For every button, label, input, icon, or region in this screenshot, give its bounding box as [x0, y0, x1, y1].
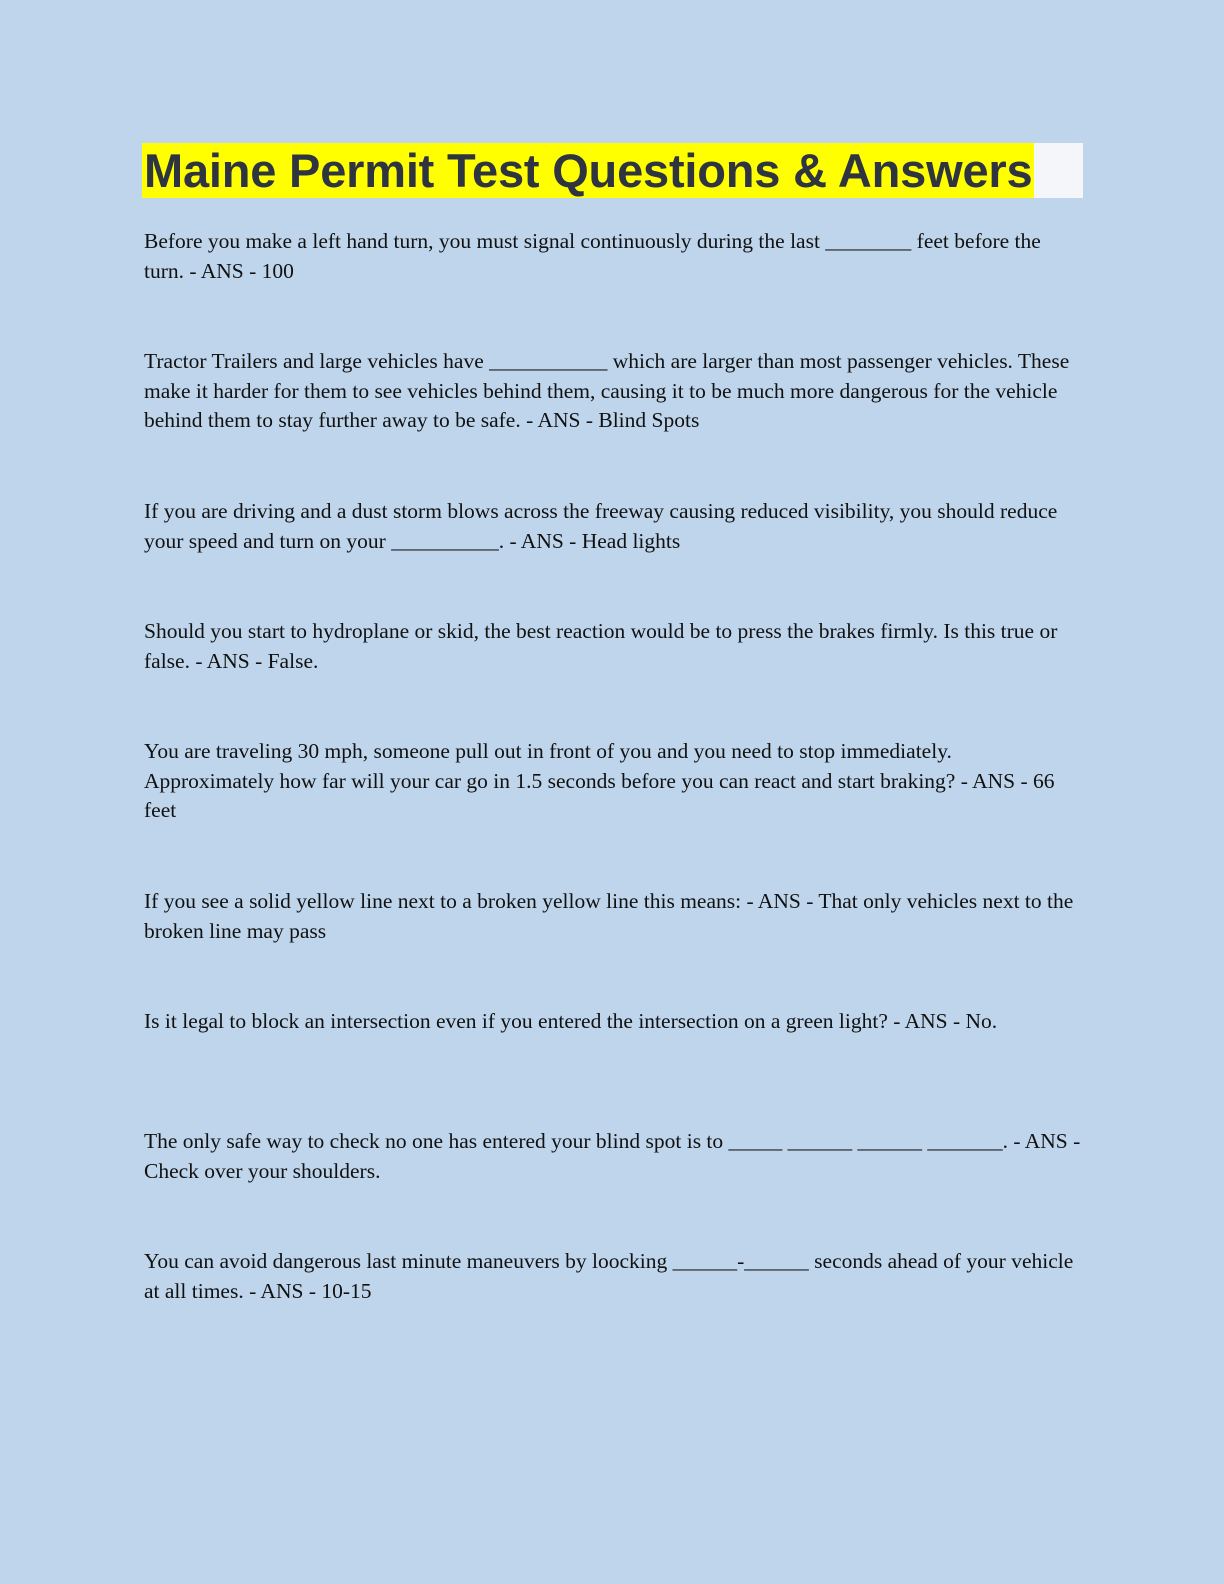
title-banner: [142, 143, 1083, 198]
qa-item-4: Should you start to hydroplane or skid, the best reaction would be to press the brakes firmly. Is this true or false. - ANS - False.: [144, 619, 1058, 673]
qa-item-1: Before you make a left hand turn, you must signal continuously during the last ________ feet before the turn. - ANS - 100: [144, 229, 1041, 283]
qa-item-8: The only safe way to check no one has entered your blind spot is to _____ ______ ______ _______. - ANS - Check over your shoulders.: [144, 1129, 1081, 1183]
qa-item-9: You can avoid dangerous last minute maneuvers by loocking ______-______ seconds ahead of your vehicle at all times. - ANS - 10-15: [144, 1249, 1074, 1303]
qa-item-2: Tractor Trailers and large vehicles have ___________ which are larger than most passenger vehicles. These make it harder for them to see vehicles behind them, causing it to be much more dangerous for the vehicle behind them to stay further away to be safe. - ANS - Blind Spots: [144, 349, 1070, 432]
qa-item-6: If you see a solid yellow line next to a broken yellow line this means: - ANS - That only vehicles next to the broken line may pass: [144, 889, 1074, 943]
qa-item-5: You are traveling 30 mph, someone pull out in front of you and you need to stop immediately. Approximately how far will your car go in 1.5 seconds before you can react and start braking? - ANS - 66 feet: [144, 739, 1055, 822]
page-title: Maine Permit Test Questions & Answers: [144, 144, 1033, 197]
qa-item-7: Is it legal to block an intersection even if you entered the intersection on a green light? - ANS - No.: [144, 1009, 998, 1033]
qa-item-3: If you are driving and a dust storm blows across the freeway causing reduced visibility, you should reduce your speed and turn on your __________. - ANS - Head lights: [144, 499, 1058, 553]
